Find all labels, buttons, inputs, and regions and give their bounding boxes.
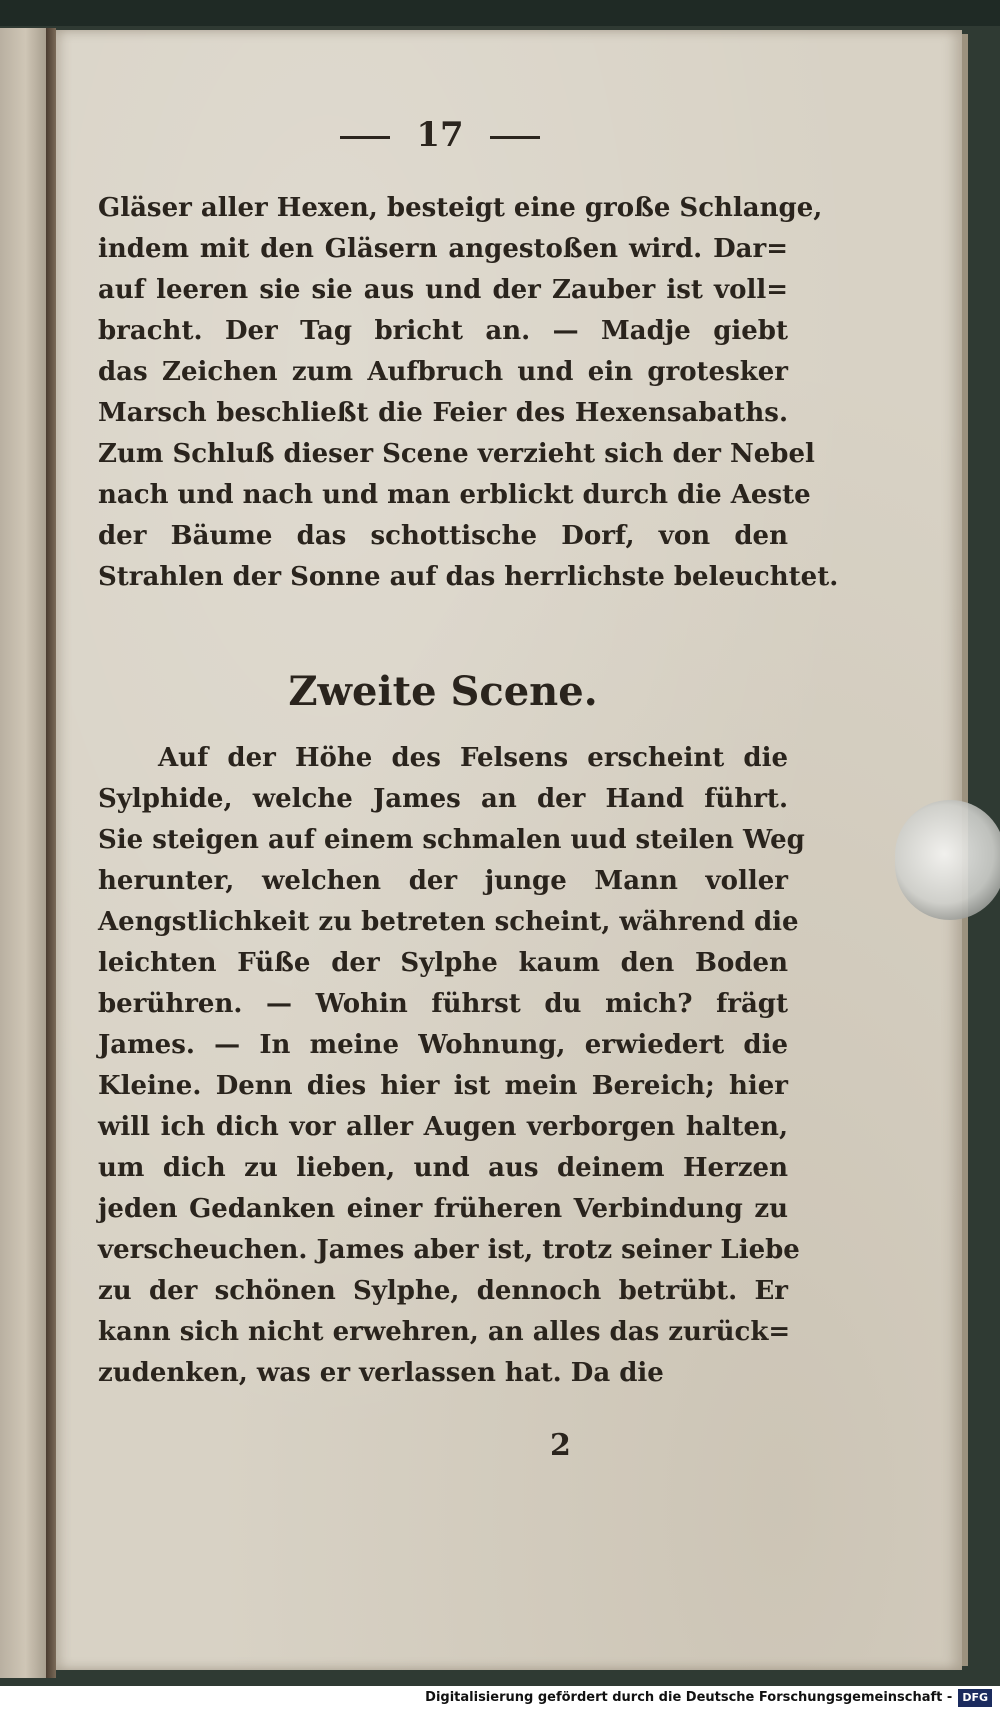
text-line: der Bäume das schottische Dorf, von den: [98, 521, 788, 551]
footer-credit-text: Digitalisierung gefördert durch die Deutsche Forschungsgemeinschaft -: [425, 1690, 953, 1705]
paragraph-second-scene: [98, 738, 805, 1394]
header-dash-right: [490, 136, 540, 139]
text-line: Kleine. Denn dies hier ist mein Bereich; hier: [98, 1071, 788, 1101]
header-dash-left: [340, 136, 390, 139]
paragraph-first-scene-end: [98, 188, 839, 598]
text-line: Aengstlichkeit zu betreten scheint, während die: [98, 907, 799, 937]
digitization-footer: [0, 1686, 1000, 1710]
page-number: 17: [416, 115, 464, 155]
dfg-logo: DFG: [958, 1689, 992, 1707]
page-clip: [895, 800, 1000, 920]
text-line: zudenken, was er verlassen hat. Da die: [98, 1358, 664, 1388]
text-line: indem mit den Gläsern angestoßen wird. Dar=: [98, 234, 788, 264]
previous-page-edge: [0, 28, 46, 1678]
text-line: Gläser aller Hexen, besteigt eine große Schlange,: [98, 193, 823, 223]
text-line: auf leeren sie sie aus und der Zauber ist voll=: [98, 275, 788, 305]
text-line: jeden Gedanken einer früheren Verbindung zu: [98, 1194, 788, 1224]
text-line: nach und nach und man erblickt durch die Aeste: [98, 480, 811, 510]
text-line: verscheuchen. James aber ist, trotz seiner Liebe: [98, 1235, 800, 1265]
text-line: bracht. Der Tag bricht an. — Madje giebt: [98, 316, 788, 346]
text-line: um dich zu lieben, und aus deinem Herzen: [98, 1153, 788, 1183]
text-line: Sylphide, welche James an der Hand führt.: [98, 784, 788, 814]
text-line: James. — In meine Wohnung, erwiedert die: [98, 1030, 788, 1060]
page-header: [310, 115, 570, 155]
book-gutter: [46, 28, 56, 1678]
text-line: Auf der Höhe des Felsens erscheint die: [158, 743, 788, 773]
section-heading: Zweite Scene.: [288, 668, 598, 715]
text-line: kann sich nicht erwehren, an alles das zurück=: [98, 1317, 791, 1347]
text-line: herunter, welchen der junge Mann voller: [98, 866, 788, 896]
text-line: leichten Füße der Sylphe kaum den Boden: [98, 948, 788, 978]
text-line: will ich dich vor aller Augen verborgen halten,: [98, 1112, 788, 1142]
scan-background-top: [0, 0, 1000, 26]
text-line: zu der schönen Sylphe, dennoch betrübt. Er: [98, 1276, 788, 1306]
text-line: Marsch beschließt die Feier des Hexensabaths.: [98, 398, 788, 428]
text-line: berühren. — Wohin führst du mich? frägt: [98, 989, 788, 1019]
signature-mark: 2: [550, 1428, 571, 1463]
text-line: Sie steigen auf einem schmalen uud steilen Weg: [98, 825, 805, 855]
text-line: Zum Schluß dieser Scene verzieht sich der Nebel: [98, 439, 815, 469]
text-line: Strahlen der Sonne auf das herrlichste beleuchtet.: [98, 562, 839, 592]
text-line: das Zeichen zum Aufbruch und ein grotesker: [98, 357, 788, 387]
